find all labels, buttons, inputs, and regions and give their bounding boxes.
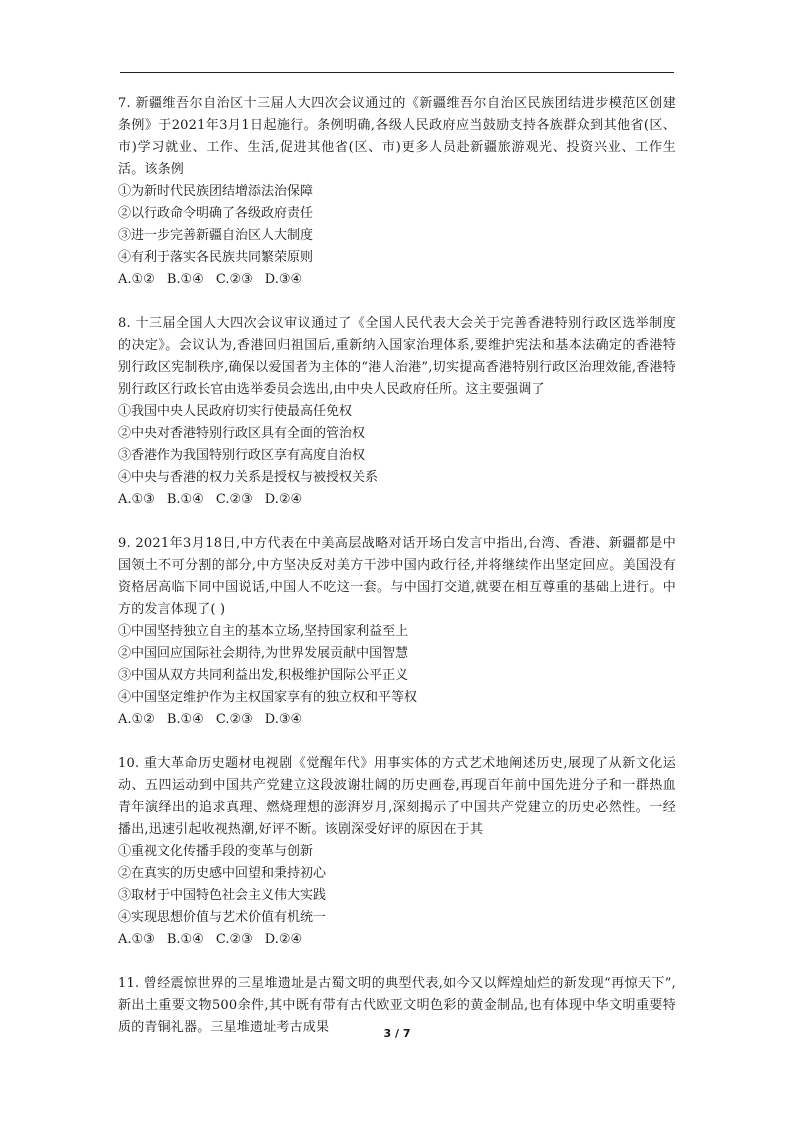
answer-c: C.②③ [215,272,253,287]
question-stem: 10. 重大革命历史题材电视剧《觉醒年代》用事实体的方式艺术地阐述历史,展现了从新文化运动、五四运动到中国共产党建立这段波谢壮阔的历史画卷,再现百年前中国先进分子和一群热血青年演绎出的追求真理、燃烧理想的澎湃岁月,深刻揭示了中国共产党建立的历史必然性。一经播出,迅速引起收视热潮,好评不断。该剧深受好评的原因在于其 [118,756,676,837]
option-3: ③取材于中国特色社会主义伟大实践 [118,888,327,903]
option-4: ④中国坚定维护作为主权国家享有的独立权和平等权 [118,690,418,705]
answer-b: B.①④ [166,272,204,287]
answer-c: C.②③ [215,712,253,727]
answer-b: B.①④ [166,492,204,507]
answer-a: A.①② [118,712,155,727]
question-stem: 7. 新疆维吾尔自治区十三届人大四次会议通过的《新疆维吾尔自治区民族团结进步模范区创建条例》于2021年3月1日起施行。条例明确,各级人民政府应当鼓励支持各族群众到其他省(区、市)学习就业、工作、生活,促进其他省(区、市)更多人员赴新疆旅游观光、投资兴业、工作生活。该条例 [118,96,676,177]
question-stem: 11. 曾经震惊世界的三星堆遗址是古蜀文明的典型代表,如今又以辉煌灿烂的新发现“再惊天下”,新出土重要文物500余件,其中既有带有古代欧亚文明色彩的黄金制品,也有体现中华文明重要特质的青铜礼器。三星堆遗址考古成果 [118,976,676,1035]
option-1: ①中国坚持独立自主的基本立场,坚持国家利益至上 [118,624,409,639]
page-number: 3 / 7 [383,1027,411,1040]
document-body [118,93,676,1061]
answer-a: A.①② [118,272,155,287]
option-2: ②中国回应国际社会期待,为世界发展贡献中国智慧 [118,646,409,661]
answer-b: B.①④ [166,712,204,727]
question-stem: 8. 十三届全国人大四次会议审议通过了《全国人民代表大会关于完善香港特别行政区选举制度的决定》。会议认为,香港回归祖国后,重新纳入国家治理体系,要维护宪法和基本法确定的香港特别行政区宪制秩序,确保以爱国者为主体的“港人治港”,切实提高香港特别行政区治理效能,香港特别行政区行政长官由选举委员会选出,由中央人民政府任所。这主要强调了 [118,316,676,397]
question-stem: 9. 2021年3月18日,中方代表在中美高层战略对话开场白发言中指出,台湾、香港、新疆都是中国领土不可分割的部分,中方坚决反对美方干涉中国内政行径,并将继续作出坚定回应。美国没有资格居高临下同中国说话,中国人不吃这一套。与中国打交道,就要在相互尊重的基础上进行。中方的发言体现了( ) [118,536,676,617]
answer-c: C.②③ [215,932,253,947]
option-1: ①为新时代民族团结增添法治保障 [118,184,314,199]
question-8 [118,313,676,511]
option-1: ①我国中央人民政府切实行使最高任免权 [118,404,353,419]
option-2: ②在真实的历史感中回望和秉持初心 [118,866,327,881]
answer-choices [118,929,676,951]
answer-d: D.③④ [264,712,303,727]
answer-d: D.②④ [264,492,303,507]
answer-choices [118,489,676,511]
option-4: ④中央与香港的权力关系是授权与被授权关系 [118,470,379,485]
option-3: ③进一步完善新疆自治区人大制度 [118,228,314,243]
option-2: ②中央对香港特别行政区具有全面的管治权 [118,426,366,441]
answer-a: A.①③ [118,492,155,507]
answer-d: D.③④ [264,272,303,287]
option-4: ④实现思想价值与艺术价值有机统一 [118,910,327,925]
option-3: ③香港作为我国特别行政区享有高度自治权 [118,448,366,463]
question-7 [118,93,676,291]
option-2: ②以行政命令明确了各级政府责任 [118,206,314,221]
answer-choices [118,269,676,291]
header-rule [120,72,674,73]
option-1: ①重视文化传播手段的变革与创新 [118,844,314,859]
answer-c: C.②③ [215,492,253,507]
answer-choices [118,709,676,731]
option-3: ③中国从双方共同利益出发,积极维护国际公平正义 [118,668,409,683]
option-4: ④有利于落实各民族共同繁荣原则 [118,250,314,265]
question-9 [118,533,676,731]
answer-d: D.②④ [264,932,303,947]
answer-a: A.①③ [118,932,155,947]
answer-b: B.①④ [166,932,204,947]
question-10 [118,753,676,951]
